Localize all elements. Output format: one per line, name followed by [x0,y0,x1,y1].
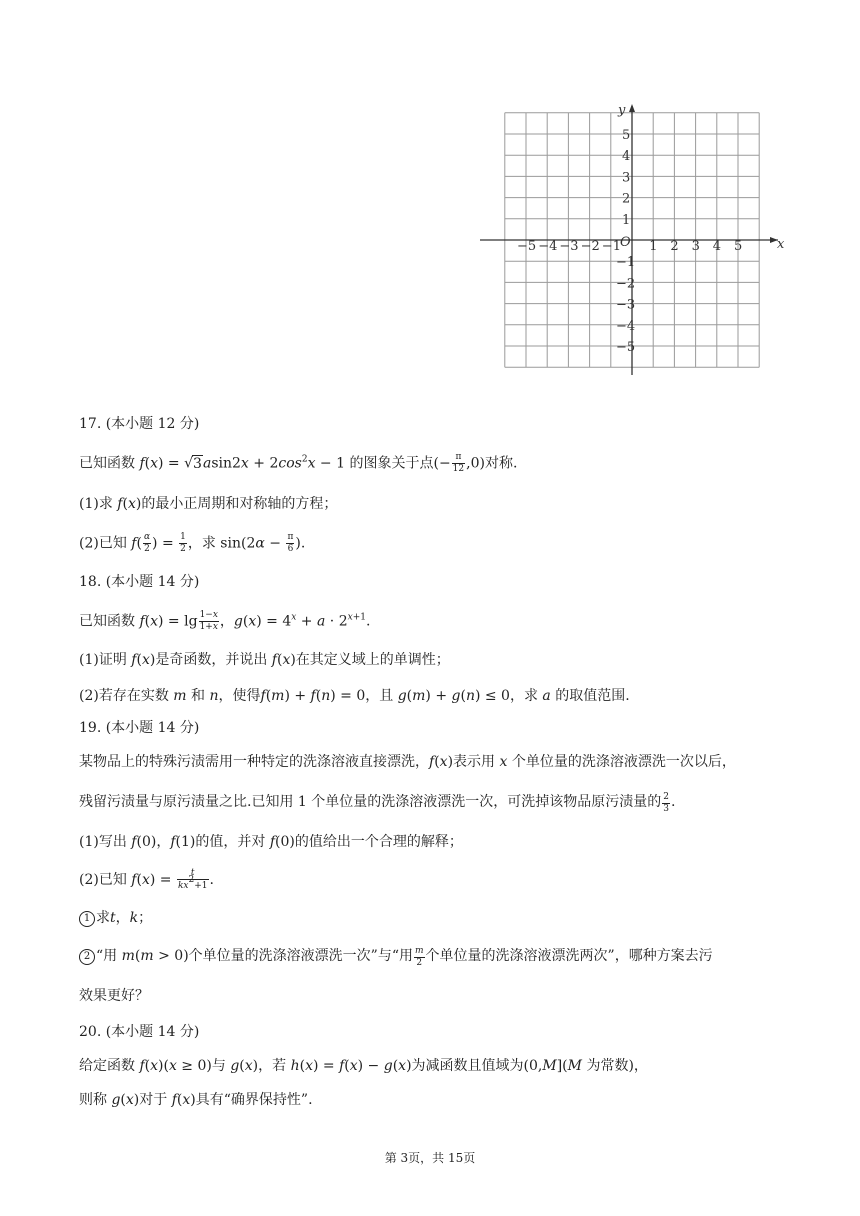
q19-line1: 某物品上的特殊污渍需用一种特定的洗涤溶液直接漂洗，f(x)表示用 x 个单位量的洗涤溶液漂洗一次以后， [79,754,736,770]
q20-line2: 则称 g(x)对于 f(x)具有“确界保持性”. [79,1092,313,1108]
y-tick-label: 3 [622,170,631,186]
q19-heading: 19. (本小题 14 分) [79,720,200,736]
q19-sub2-line2: 效果更好？ [79,988,149,1004]
q17-heading: 17. (本小题 12 分) [79,416,200,432]
x-tick-label: 1 [649,239,658,254]
origin-label: O [620,235,631,250]
x-axis-label: x [777,237,785,252]
circled-number: 1 [79,911,95,927]
q20-line1: 给定函数 f(x)(x ≥ 0)与 g(x)，若 h(x) = f(x) − g(x)为减函数且值域为(0,M](M 为常数)， [79,1058,648,1074]
q19-sub2: 2 “用 m(m > 0)个单位量的洗涤溶液漂洗一次”与“用 $\frac{m}{2}$ 个单位量的洗涤溶液漂洗两次”，哪种方案去污 [79,946,713,969]
y-tick-label: −1 [616,255,636,271]
q19-sub1: 1 求t，k； [79,908,152,928]
x-tick-label: −4 [538,239,558,254]
circled-number: 2 [79,949,95,965]
coordinate-grid-figure [478,100,790,380]
y-tick-label: −3 [616,297,636,313]
q17-stem: 已知函数 $f(x) = √3asin2x + 2\cos^2x - 1$ 的图象关于点(− $\frac{\pi}{12}$ ,0)对称. [79,452,518,474]
x-tick-label: 4 [712,239,722,254]
q19-part1: (1)写出 f(0)，f(1)的值，并对 f(0)的值给出一个合理的解释； [79,834,463,850]
q18-part2: (2)若存在实数 m 和 n，使得f(m) + f(n) = 0，且 g(m) + g(n) ≤ 0，求 a 的取值范围. [79,688,630,704]
x-tick-label: 5 [734,239,743,254]
q18-stem: 已知函数 f(x) = lg $\frac{1-x}{1+x}$ ，$g(x) = 4^x + a \cdot 2^{x+1}$. [79,610,371,632]
y-tick-label: 4 [622,149,631,165]
q20-heading: 20. (本小题 14 分) [79,1024,200,1040]
y-tick-label: 5 [622,128,631,143]
q17-part1: (1)求 f(x)的最小正周期和对称轴的方程； [79,496,338,512]
y-tick-label: −2 [616,276,636,292]
y-tick-label: −5 [616,340,636,355]
x-tick-label: −5 [517,239,537,254]
q18-part1: (1)证明 f(x)是奇函数，并说出 f(x)在其定义域上的单调性； [79,652,450,668]
y-axis-label: y [618,103,626,118]
coordinate-grid [478,100,790,380]
y-tick-label: 1 [622,212,631,228]
q18-heading: 18. (本小题 14 分) [79,574,200,590]
x-tick-label: 2 [670,239,679,254]
x-tick-label: −3 [559,239,579,254]
y-tick-label: −4 [616,318,636,334]
y-axis-arrow [629,104,635,112]
y-tick-label: 2 [622,191,631,207]
x-tick-label: −1 [601,239,621,254]
x-tick-label: −2 [580,239,600,254]
page-footer: 第 3页，共 15页 [384,1151,476,1165]
x-tick-label: 3 [691,239,700,254]
q17-part2: (2)已知 f( $\frac{\alpha}{2}$ ) = $\frac{1}{2}$ ，求 sin(2α − $\frac{\pi}{6}$ ). [79,532,306,554]
q19-part2: (2)已知 f(x) = $\frac{t}{kx^2+1}$ . [79,868,214,891]
q19-line2: 残留污渍量与原污渍量之比.已知用 1 个单位量的洗涤溶液漂洗一次，可洗掉该物品原污渍量的 $\frac{2}{3}$ . [79,792,676,814]
